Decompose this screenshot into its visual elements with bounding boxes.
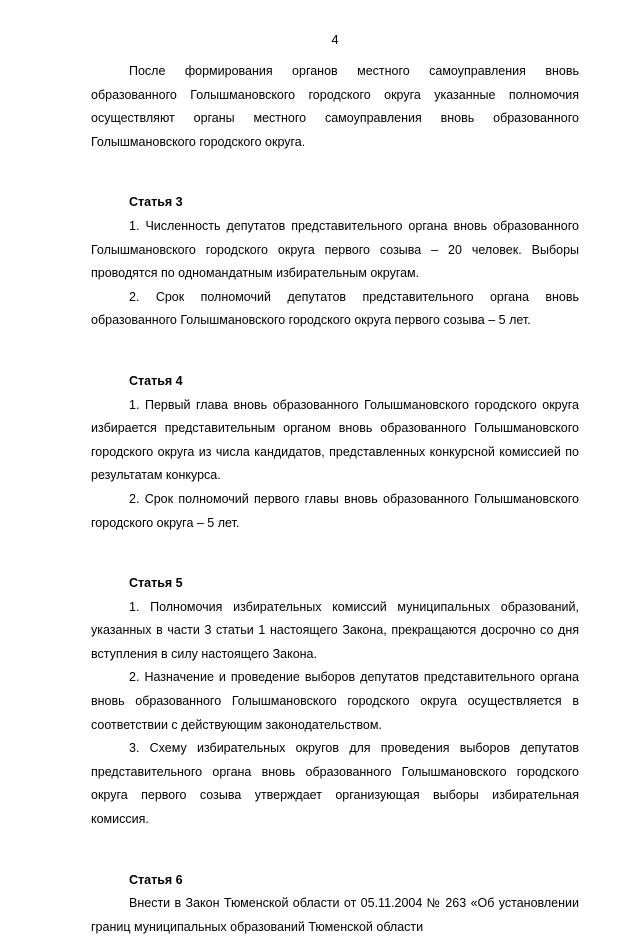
article-title: Статья 5 (129, 576, 183, 591)
intro-paragraph: После формирования органов местного самоуправления вновь образованного Голышмановского городского округа указанные полномочия осуществляют органы местного самоуправления вновь образованного Голышмановского городского округа. (91, 64, 579, 149)
section-gap (91, 154, 579, 168)
section-gap (91, 333, 579, 347)
article-paragraph: 1. Первый глава вновь образованного Голышмановского городского округа избирается представительным органом вновь образованного Голышмановского городского округа из числа кандидатов, представленных конкурсной комиссией по результатам конкурса. (91, 397, 579, 483)
article-3 (91, 191, 579, 333)
article-title: Статья 6 (129, 872, 183, 887)
article-5 (91, 572, 579, 832)
article-paragraph: 1. Полномочия избирательных комиссий муниципальных образований, указанных в части 3 статьи 1 настоящего Закона, прекращаются досрочно со дня вступления в силу настоящего Закона. (91, 599, 579, 661)
article-paragraph: 2. Срок полномочий первого главы вновь образованного Голышмановского городского округа – 5 лет. (91, 491, 579, 530)
article-title: Статья 4 (129, 373, 183, 388)
document-body (91, 60, 579, 939)
article-6 (91, 869, 579, 939)
article-paragraph: 3. Схему избирательных округов для проведения выборов депутатов представительного органа вновь образованного Голышмановского городского округа первого созыва утверждает организующая выборы избирательная комиссия. (91, 741, 579, 827)
section-gap (91, 832, 579, 846)
article-paragraph: 2. Срок полномочий депутатов представительного органа вновь образованного Голышмановского городского округа первого созыва – 5 лет. (91, 289, 579, 328)
page-number: 4 (331, 32, 339, 47)
article-paragraph: 1. Численность депутатов представительного органа вновь образованного Голышмановского городского округа первого созыва – 20 человек. Выборы проводятся по одномандатным избирательным округам. (91, 218, 579, 281)
article-title: Статья 3 (129, 195, 183, 210)
article-paragraph: 2. Назначение и проведение выборов депутатов представительного органа вновь образованного Голышмановского городского округа осуществляется в соответствии с действующим законодательством. (91, 670, 579, 732)
article-4 (91, 370, 579, 535)
section-gap (91, 535, 579, 549)
article-paragraph: Внести в Закон Тюменской области от 05.11.2004 № 263 «Об установлении границ муниципальных образований Тюменской области (91, 896, 579, 934)
